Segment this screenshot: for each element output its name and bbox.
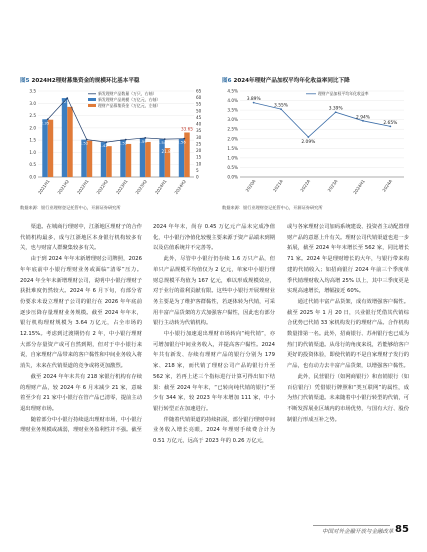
line-point [86, 139, 88, 141]
y-axis-tick-label: 2.5% [227, 126, 238, 132]
right-axis-tick-label: 40 [196, 121, 202, 127]
y-axis-tick-label: 3.0% [227, 117, 238, 123]
paragraph: 中小银行加速退出理财市场转向“纯代销”，亦可增加银行中间业务收入，并提高客户黏性。2024 年共有新发、存续有理财产品的银行分别为 179 家、218 家，而代销了理财公司产品的银行升至 562 家，若再上述三个指标进行计算可得出如下结果：截至 2024 年年末，“已转向纯代销的银行”至少有 344 家，较 2023 年年末增加 111 家，中小银行转型正在加速进行。 [153, 331, 275, 412]
page-number: 85 [395, 524, 409, 535]
left-axis-tick-label: 2.5 [29, 113, 36, 119]
x-axis-tick-label: 2023H1 [115, 178, 129, 196]
data-label: 3.39% [328, 106, 343, 112]
x-axis-tick-label: 2021H1 [37, 178, 51, 196]
footer-publication: 中国对外金融开放与金融改革 [322, 529, 394, 535]
right-axis-tick-label: 50 [196, 108, 202, 114]
line-point [164, 138, 166, 140]
text-column-1 [20, 222, 142, 436]
bar-raised-funds [67, 107, 72, 177]
x-axis-tick-label: 2023H2 [134, 178, 149, 196]
x-axis-tick-label: 2022A [299, 178, 312, 193]
data-label: 3.55% [274, 103, 288, 109]
legend-swatch [88, 98, 96, 101]
y-axis-tick-label: 3.5% [227, 107, 238, 113]
bar-raised-funds [106, 146, 111, 177]
data-label: 2.09% [301, 140, 316, 146]
text-column-2 [153, 222, 275, 447]
right-axis-tick-label: 45 [196, 114, 202, 120]
y-axis-tick-label: 0.5% [227, 164, 238, 170]
figure5-number: 图5 [20, 78, 30, 84]
paragraph: 随着部分中小银行持续退出理财市场，中小银行理财业务规模或减弱，理财业务盈利性并不强。截至 [20, 416, 142, 434]
paragraph: 此外，尽管中小银行仍存续 1.6 万只产品，但单只产品规模平均值仅为 2 亿元，单家中小银行理财总规模平均值为 167 亿元，难以形成规模效应，对于业行的盈利贡献有限。这些中小银行开展理财业务主要是为了维护客群黏性，若逐体转为代销，可采用丰富产品货架的方式加强客户黏性，因此也有部分银行主动转为代销机构。 [153, 256, 275, 327]
line-point [47, 118, 49, 120]
left-axis-tick-label: 1.5 [29, 137, 36, 143]
left-axis-tick-label: 3.5 [29, 88, 36, 94]
footer-rule [313, 525, 390, 526]
right-axis-tick-label: 55 [196, 101, 202, 107]
figure5-chart [18, 85, 216, 203]
legend-swatch [88, 104, 96, 107]
data-label: 2.65% [383, 120, 398, 126]
bar-value-label: 1.59 [138, 138, 147, 144]
y-axis-tick-label: 4.5% [227, 88, 238, 94]
legend-label: 新发理财产品规模（万亿元，右轴） [98, 97, 161, 102]
paragraph: 截至 2024 年年末共有 218 家银行机构有存续的理财产品，较 2024 年 6 月末减少 21 家，意味着至少有 21 家中小银行在管产品已清零，提前主动退出理财市场。 [20, 373, 142, 412]
paragraph: 2024 年年末，尚存 0.45 万亿元产品未完成净值化，中小银行净值化较慢主要来源于资产品端未到期以及估值系统并不完善等。 [153, 224, 275, 252]
x-axis-tick-label: 2024H1 [154, 178, 168, 196]
y-axis-tick-label: 0.0% [227, 174, 238, 180]
figure6-title-text: 2024年理财产品加权平均年化收益率同比下降 [233, 78, 350, 84]
line-point [183, 138, 185, 140]
right-axis-tick-label: 10 [196, 161, 202, 167]
right-axis-tick-label: 0 [196, 174, 199, 180]
bar-value-label: 1.56 [177, 139, 186, 145]
paragraph: 通过代销丰富产品货架，成有效增强客户黏性。截至 2025 年 1 月 20 日，兴业银行凭借其代销综合优势已代销 33 家机构发行的理财产品。合作机构数量排第一名。此外，招商银行、苏州银行也已成为热门的代销渠道。从母行的角度来说，若能够给客户更好的投资体验，即使代销的不是自家理财子发行的产品，也有动力去丰富产品货架，以增强客户黏性。 [287, 298, 409, 370]
bar-value-label: 2.35 [40, 120, 50, 126]
line-point [66, 97, 68, 99]
y-axis-tick-label: 4.0% [227, 98, 238, 104]
data-label: 3.89% [246, 97, 261, 103]
text-column-3 [287, 222, 409, 425]
figure5-title [20, 76, 140, 84]
bar-value-label: 1.52 [79, 140, 89, 146]
left-axis-tick-label: 0.0 [29, 174, 36, 180]
figure5-source: 数据来源：银行业理财登记托管中心，开源证券研究所 [20, 205, 121, 210]
x-axis-tick-label: 2021H2 [56, 178, 71, 196]
left-axis-tick-label: 0.5 [29, 162, 36, 168]
x-axis-tick-label: 2024A [381, 178, 394, 193]
legend-label: 理财产品加权平均年化收益率 [318, 91, 369, 96]
figure6-number: 图6 [222, 78, 232, 84]
x-axis-tick-label: 2021A [271, 178, 284, 193]
line-point [144, 137, 146, 139]
paragraph: 由于到 2024 年年末新增理财公司牌照，2026 年年底前中小银行理财业务或面临“清零”压力。2024 年全年未新增理财公司，说明中小银行理财子获批难度仍然较大。2024 年 6 月下旬，有部分省份要求未设立理财子公司的银行在 2026 年年底前逐步压降存量理财业务规模。截至 2024 年年末，银行机构理财规模为 3.64 万亿元，占全市场的 12.15%。考虑到过渡期仍有 2 年，中小银行理财大部分存量资产或可自然到期，但对于中小银行来说，自家理财产品带来的客户黏性和中间业务收入将消失，未来在代销渠道的竞争或将更加激烈。 [20, 256, 142, 370]
figure6-source: 数据来源：银行业理财登记托管中心，开源证券研究所 [222, 205, 323, 210]
bar-product-scale [62, 98, 67, 177]
x-axis-tick-label: 2022H2 [95, 178, 110, 196]
figure5-title-text: 2024H2理财募集资金的规模环比基本平稳 [31, 78, 140, 84]
right-axis-tick-label: 35 [196, 128, 202, 134]
line-point [307, 136, 309, 138]
bar-product-scale [42, 119, 47, 177]
right-axis-tick-label: 60 [196, 95, 202, 101]
paragraph: 渠道。在城商行理财中，江浙地区理财子的合作代销机构最多，成与江浙地区本身银行机构较多有关，也与财富人群聚集较多有关。 [20, 224, 142, 252]
bar-value-label: 3.21 [60, 99, 69, 105]
right-axis-tick-label: 30 [196, 134, 202, 140]
figure6-chart [218, 85, 410, 203]
line-point [125, 139, 127, 141]
left-axis-tick-label: 1.0 [29, 149, 36, 155]
x-axis-tick-label: 2023A [326, 178, 339, 193]
right-axis-tick-label: 15 [196, 154, 202, 160]
x-axis-tick-label: 2024H1 [352, 178, 366, 196]
right-axis-tick-label: 25 [196, 141, 202, 147]
left-axis-tick-label: 2.0 [29, 125, 36, 131]
bar-value-label: 33.65 [180, 126, 193, 132]
bar-value-label: 1.42 [99, 143, 108, 149]
bar-raised-funds [145, 142, 150, 177]
right-axis-tick-label: 20 [196, 148, 202, 154]
bar-value-label: 1.52 [118, 140, 128, 146]
bar-value-label: 21.84 [161, 149, 174, 155]
paragraph: 伴随着代销渠道的持续拓展，部分银行理财中间业务收入增长亮眼。2024 年理财手续费合计为 0.51 万亿元，远高于 2023 年的 0.26 万亿元， [153, 416, 275, 445]
legend-label: 理财产品募集资金（万亿元，左轴） [98, 103, 161, 108]
figure6-title [222, 76, 350, 84]
right-axis-tick-label: 65 [196, 88, 202, 94]
y-axis-tick-label: 2.0% [227, 136, 238, 142]
left-axis-tick-label: 3.0 [29, 100, 36, 106]
bar-raised-funds [126, 144, 131, 177]
data-label: 2.94% [356, 115, 370, 121]
bar-value-label: 1.54 [157, 140, 167, 146]
x-axis-tick-label: 2022H1 [76, 178, 90, 196]
paragraph: 此外，民营银行（如网商银行）和直销银行（如百信银行）凭借银行牌照和“类互联网”的属性，成为热门代销渠道。未来随着中小银行转型的代销，可不断发挥展业区域内的市场优势，与国有大行、股份制银行形成互补之势。 [287, 373, 409, 423]
legend-label: 新发理财产品数量（万只，右轴） [98, 91, 157, 96]
x-axis-tick-label: 2024H2 [173, 178, 188, 196]
bar-raised-funds [48, 120, 53, 177]
x-axis-tick-label: 2020A [244, 178, 257, 193]
y-axis-tick-label: 1.5% [227, 145, 238, 151]
right-axis-tick-label: 5 [196, 167, 199, 173]
paragraph: 或与各家理财公司加码系统建设、投资者主动配置理财产品的意愿上升有关。理财公司代销渠道也进一步拓展，截至 2024 年年末增长至 562 家，同比增长 71 家。2024 年是理财增长的大年，与银行带来构建的代销收入；如招商银行 2024 年前三个季度单季代销理财收入均高增 25% 以上，其中三季度更是实现高速增长，增幅接近 60%。 [287, 224, 409, 295]
y-axis-tick-label: 1.0% [227, 155, 238, 161]
bar-raised-funds [87, 141, 92, 177]
line-point [105, 141, 107, 143]
